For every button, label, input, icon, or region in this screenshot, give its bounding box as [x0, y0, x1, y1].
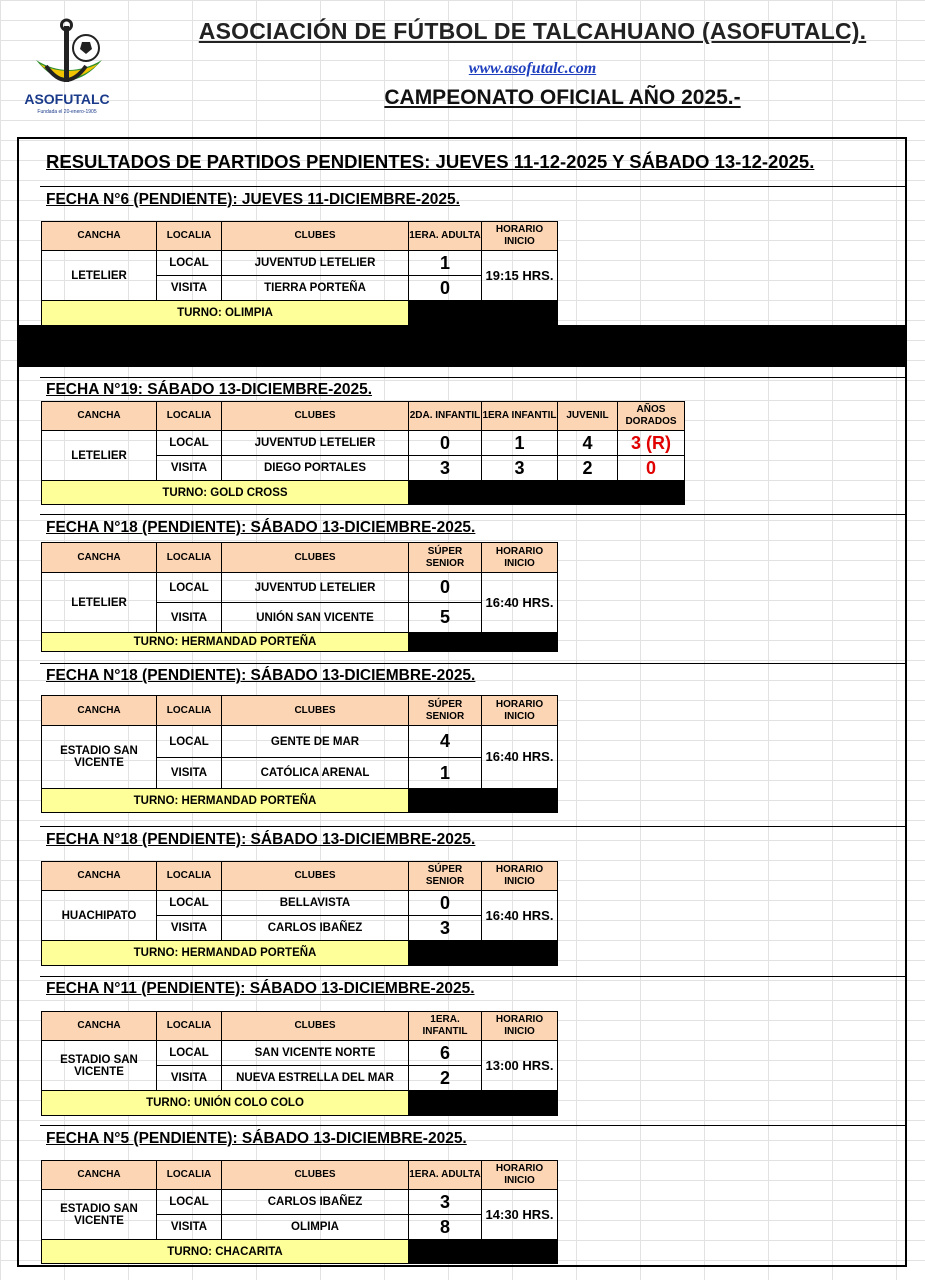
start-time-cell: 13:00 HRS.	[482, 1041, 558, 1091]
start-time-cell: 16:40 HRS.	[482, 573, 558, 633]
section-title: FECHA N°18 (PENDIENTE): SÁBADO 13-DICIEMBRE-2025.	[46, 667, 476, 684]
col-header-clubes: CLUBES	[222, 1161, 409, 1190]
score-cell: 5	[409, 603, 482, 633]
club-cell: CATÓLICA ARENAL	[222, 758, 409, 789]
col-header-localia: LOCALIA	[157, 543, 222, 573]
blank-black-cell	[409, 1091, 558, 1116]
localia-cell: LOCAL	[157, 251, 222, 276]
localia-cell: VISITA	[157, 276, 222, 301]
localia-cell: LOCAL	[157, 431, 222, 456]
logo-text: ASOFUTALC	[24, 91, 110, 107]
association-title: ASOCIACIÓN DE FÚTBOL DE TALCAHUANO (ASOFUTALC).	[198, 18, 867, 44]
club-cell: SAN VICENTE NORTE	[222, 1041, 409, 1066]
col-header-category: JUVENIL	[558, 402, 618, 431]
club-cell: NUEVA ESTRELLA DEL MAR	[222, 1066, 409, 1091]
club-cell: JUVENTUD LETELIER	[222, 251, 409, 276]
cancha-cell: LETELIER	[42, 431, 157, 481]
col-header-cancha: CANCHA	[42, 1161, 157, 1190]
results-main-title: RESULTADOS DE PARTIDOS PENDIENTES: JUEVES 11-12-2025 Y SÁBADO 13-12-2025.	[46, 151, 815, 172]
localia-cell: VISITA	[157, 456, 222, 481]
score-cell: 1	[409, 758, 482, 789]
block-divider	[40, 186, 906, 187]
col-header-localia: LOCALIA	[157, 696, 222, 726]
section-title: FECHA N°19: SÁBADO 13-DICIEMBRE-2025.	[46, 381, 373, 398]
col-header-localia: LOCALIA	[157, 402, 222, 431]
col-header-horario: HORARIO INICIO	[482, 543, 558, 573]
blank-black-cell	[409, 789, 558, 813]
col-header-localia: LOCALIA	[157, 222, 222, 251]
turno-cell: TURNO: HERMANDAD PORTEÑA	[42, 633, 409, 652]
cancha-cell: LETELIER	[42, 573, 157, 633]
col-header-localia: LOCALIA	[157, 862, 222, 891]
score-cell: 3	[482, 456, 558, 481]
col-header-category: 1ERA. INFANTIL	[409, 1012, 482, 1041]
section-title: FECHA N°6 (PENDIENTE): JUEVES 11-DICIEMBRE-2025.	[46, 191, 460, 208]
score-cell: 2	[409, 1066, 482, 1091]
localia-cell: VISITA	[157, 758, 222, 789]
club-cell: CARLOS IBAÑEZ	[222, 916, 409, 941]
score-cell: 8	[409, 1215, 482, 1240]
club-cell: TIERRA PORTEÑA	[222, 276, 409, 301]
section-separator	[17, 325, 907, 367]
score-cell: 1	[409, 251, 482, 276]
logo-subtext: Fundada el 20-enero-1905	[37, 109, 97, 115]
localia-cell: VISITA	[157, 603, 222, 633]
score-cell: 3	[409, 916, 482, 941]
club-cell: BELLAVISTA	[222, 891, 409, 916]
col-header-horario: HORARIO INICIO	[482, 862, 558, 891]
match-table	[41, 1011, 558, 1116]
section-title: FECHA N°5 (PENDIENTE): SÁBADO 13-DICIEMBRE-2025.	[46, 1130, 467, 1147]
col-header-horario: HORARIO INICIO	[482, 1161, 558, 1190]
col-header-category: SÚPER SENIOR	[409, 696, 482, 726]
col-header-clubes: CLUBES	[222, 222, 409, 251]
website-link[interactable]: www.asofutalc.com	[468, 60, 597, 77]
cancha-cell: ESTADIO SAN VICENTE	[42, 1190, 157, 1240]
score-cell: 0	[409, 276, 482, 301]
cancha-cell: HUACHIPATO	[42, 891, 157, 941]
localia-cell: LOCAL	[157, 1190, 222, 1215]
cancha-cell: ESTADIO SAN VICENTE	[42, 726, 157, 789]
blank-black-cell	[409, 633, 558, 652]
match-table	[41, 695, 558, 813]
blank-black-cell	[409, 941, 558, 966]
club-cell: UNIÓN SAN VICENTE	[222, 603, 409, 633]
score-cell: 0	[409, 891, 482, 916]
logo-anchor-shaft	[64, 26, 69, 82]
block-divider	[40, 514, 906, 515]
col-header-clubes: CLUBES	[222, 402, 409, 431]
block-divider	[40, 1125, 906, 1126]
localia-cell: VISITA	[157, 1066, 222, 1091]
col-header-category: SÚPER SENIOR	[409, 543, 482, 573]
club-cell: CARLOS IBAÑEZ	[222, 1190, 409, 1215]
blank-black-cell	[409, 1240, 558, 1264]
start-time-cell: 19:15 HRS.	[482, 251, 558, 301]
blank-black-cell	[409, 301, 558, 326]
col-header-category: 1ERA. ADULTA	[409, 222, 482, 251]
score-cell: 6	[409, 1041, 482, 1066]
block-divider	[40, 826, 906, 827]
turno-cell: TURNO: HERMANDAD PORTEÑA	[42, 941, 409, 966]
col-header-cancha: CANCHA	[42, 543, 157, 573]
match-table	[41, 542, 558, 652]
match-table	[41, 221, 558, 326]
col-header-cancha: CANCHA	[42, 222, 157, 251]
club-cell: DIEGO PORTALES	[222, 456, 409, 481]
col-header-localia: LOCALIA	[157, 1161, 222, 1190]
match-table	[41, 401, 685, 505]
turno-cell: TURNO: UNIÓN COLO COLO	[42, 1091, 409, 1116]
col-header-clubes: CLUBES	[222, 696, 409, 726]
cancha-cell: LETELIER	[42, 251, 157, 301]
club-cell: GENTE DE MAR	[222, 726, 409, 758]
score-cell: 3	[409, 1190, 482, 1215]
score-cell: 4	[558, 431, 618, 456]
club-cell: JUVENTUD LETELIER	[222, 573, 409, 603]
score-cell: 0	[409, 431, 482, 456]
col-header-horario: HORARIO INICIO	[482, 222, 558, 251]
localia-cell: LOCAL	[157, 573, 222, 603]
block-divider	[40, 377, 906, 378]
section-title: FECHA N°18 (PENDIENTE): SÁBADO 13-DICIEMBRE-2025.	[46, 831, 476, 848]
score-cell: 3	[409, 456, 482, 481]
club-cell: JUVENTUD LETELIER	[222, 431, 409, 456]
localia-cell: LOCAL	[157, 1041, 222, 1066]
start-time-cell: 14:30 HRS.	[482, 1190, 558, 1240]
col-header-horario: HORARIO INICIO	[482, 1012, 558, 1041]
block-divider	[40, 663, 906, 664]
col-header-cancha: CANCHA	[42, 402, 157, 431]
logo-anchor-ring	[62, 20, 72, 30]
championship-subtitle: CAMPEONATO OFICIAL AÑO 2025.-	[384, 86, 741, 109]
col-header-clubes: CLUBES	[222, 1012, 409, 1041]
localia-cell: LOCAL	[157, 891, 222, 916]
turno-cell: TURNO: OLIMPIA	[42, 301, 409, 326]
turno-cell: TURNO: HERMANDAD PORTEÑA	[42, 789, 409, 813]
localia-cell: LOCAL	[157, 726, 222, 758]
score-cell-highlighted: 0	[618, 456, 685, 481]
col-header-category: SÚPER SENIOR	[409, 862, 482, 891]
section-title: FECHA N°11 (PENDIENTE): SÁBADO 13-DICIEMBRE-2025.	[46, 980, 475, 997]
localia-cell: VISITA	[157, 1215, 222, 1240]
score-cell: 1	[482, 431, 558, 456]
cancha-cell: ESTADIO SAN VICENTE	[42, 1041, 157, 1091]
col-header-clubes: CLUBES	[222, 862, 409, 891]
match-table	[41, 861, 558, 966]
match-table	[41, 1160, 558, 1264]
score-cell: 0	[409, 573, 482, 603]
col-header-category: AÑOS DORADOS	[618, 402, 685, 431]
col-header-category: 2DA. INFANTIL	[409, 402, 482, 431]
col-header-category: 1ERA. ADULTA	[409, 1161, 482, 1190]
start-time-cell: 16:40 HRS.	[482, 891, 558, 941]
col-header-horario: HORARIO INICIO	[482, 696, 558, 726]
score-cell-highlighted: 3 (R)	[618, 431, 685, 456]
col-header-localia: LOCALIA	[157, 1012, 222, 1041]
score-cell: 2	[558, 456, 618, 481]
col-header-clubes: CLUBES	[222, 543, 409, 573]
start-time-cell: 16:40 HRS.	[482, 726, 558, 789]
col-header-cancha: CANCHA	[42, 696, 157, 726]
section-title: FECHA N°18 (PENDIENTE): SÁBADO 13-DICIEMBRE-2025.	[46, 519, 476, 536]
localia-cell: VISITA	[157, 916, 222, 941]
col-header-cancha: CANCHA	[42, 862, 157, 891]
col-header-cancha: CANCHA	[42, 1012, 157, 1041]
score-cell: 4	[409, 726, 482, 758]
blank-black-cell	[409, 481, 685, 505]
col-header-category: 1ERA INFANTIL	[482, 402, 558, 431]
turno-cell: TURNO: GOLD CROSS	[42, 481, 409, 505]
block-divider	[40, 976, 906, 977]
asofutalc-logo	[22, 16, 114, 116]
turno-cell: TURNO: CHACARITA	[42, 1240, 409, 1264]
club-cell: OLIMPIA	[222, 1215, 409, 1240]
